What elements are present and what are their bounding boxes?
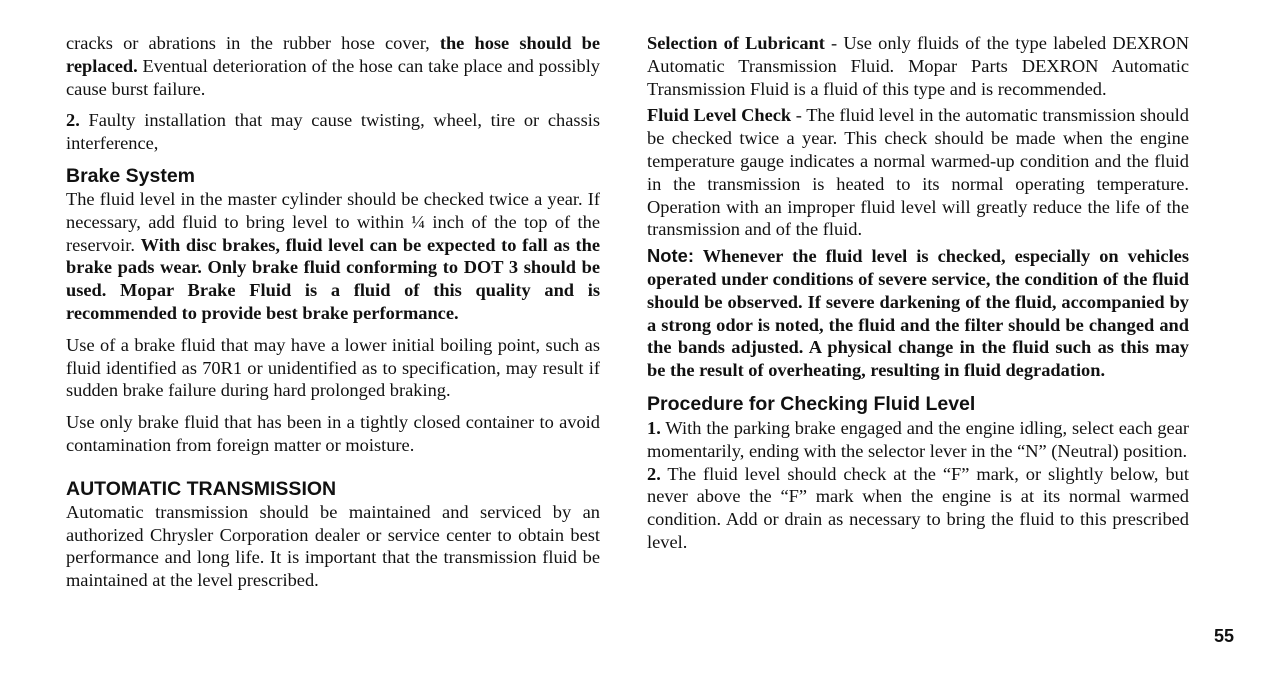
fluid-check-text: - The fluid level in the automatic transmission should be checked twice a year. This check should be made when the engine temperature gauge indicates a normal warmed-up condition and the fluid in the transmission is heated to its normal operating temperature. Operation with an improper fluid level will greatly reduce the life of the transmission and of the fluid. [647, 105, 1189, 240]
boiling-point-paragraph: Use of a brake fluid that may have a lower initial boiling point, such as fluid identified as 70R1 or unidentified as to specification, may result if sudden brake failure during hard prolonged braking. [66, 334, 600, 401]
procedure-step-2 [647, 463, 1189, 554]
note-text: Whenever the fluid level is checked, especially on vehicles operated under conditions of severe service, the condition of the fluid should be observed. If severe darkening of the fluid, accompanied by a strong odor is noted, the fluid and the filter should be changed and the bands adjusted. A physical change in the fluid such as this may be the result of overheating, resulting in fluid degradation. [647, 246, 1189, 381]
installation-text: Faulty installation that may cause twisting, wheel, tire or chassis interference, [66, 110, 600, 154]
page-number: 55 [1214, 626, 1235, 646]
brake-fluid-emphasis: With disc brakes, fluid level can be expected to fall as the brake pads wear. Only brake fluid conforming to DOT 3 should be used. Mopar Brake Fluid is a fluid of this quality and is recommended to provide best brake performance. [66, 234, 600, 323]
left-column [66, 32, 600, 601]
step-text: With the parking brake engaged and the engine idling, select each gear momentarily, ending with the selector lever in the “N” (Neutral) position. [647, 417, 1189, 461]
hose-emphasis: the hose should be replaced. [66, 33, 600, 76]
installation-paragraph [66, 109, 600, 155]
hose-text: cracks or abrations in the rubber hose cover, [66, 33, 440, 53]
automatic-transmission-heading: AUTOMATIC TRANSMISSION [66, 477, 337, 500]
lubricant-label: Selection of Lubricant [647, 33, 825, 53]
fluid-check-paragraph [647, 104, 1189, 241]
transmission-service-paragraph: Automatic transmission should be maintained and serviced by an authorized Chrysler Corporation dealer or service center to obtain best performance and long life. It is important that the transmission fluid be maintained at the level prescribed. [66, 501, 600, 591]
procedure-heading: Procedure for Checking Fluid Level [647, 392, 976, 415]
lubricant-paragraph [647, 32, 1189, 100]
fluid-check-label: Fluid Level Check [647, 105, 792, 126]
brake-fluid-paragraph [66, 188, 600, 325]
note-label: Note: [647, 245, 694, 267]
right-column [647, 32, 1189, 558]
brake-fluid-text: The fluid level in the master cylinder should be checked twice a year. If necessary, add fluid to bring level to within ¼ inch of the top of the reservoir. [66, 188, 600, 255]
hose-text-end: Eventual deterioration of the hose can take place and possibly cause burst failure. [66, 55, 600, 99]
hose-paragraph [66, 32, 600, 100]
item-number: 2. [66, 110, 80, 131]
note-paragraph [647, 245, 1189, 382]
step-number: 2. [647, 463, 661, 484]
brake-system-heading: Brake System [66, 164, 195, 187]
container-paragraph: Use only brake fluid that has been in a tightly closed container to avoid contamination from foreign matter or moisture. [66, 412, 600, 455]
procedure-step-1 [647, 417, 1189, 463]
step-number: 1. [647, 417, 661, 438]
lubricant-text: - Use only fluids of the type labeled DEXRON Automatic Transmission Fluid. Mopar Parts DEXRON Automatic Transmission Fluid is a fluid of this type and is recommended. [647, 33, 1189, 99]
step-text: The fluid level should check at the “F” mark, or slightly below, but never above the “F” mark when the engine is at its normal warmed condition. Add or drain as necessary to bring the fluid to this prescribed level. [647, 463, 1189, 552]
